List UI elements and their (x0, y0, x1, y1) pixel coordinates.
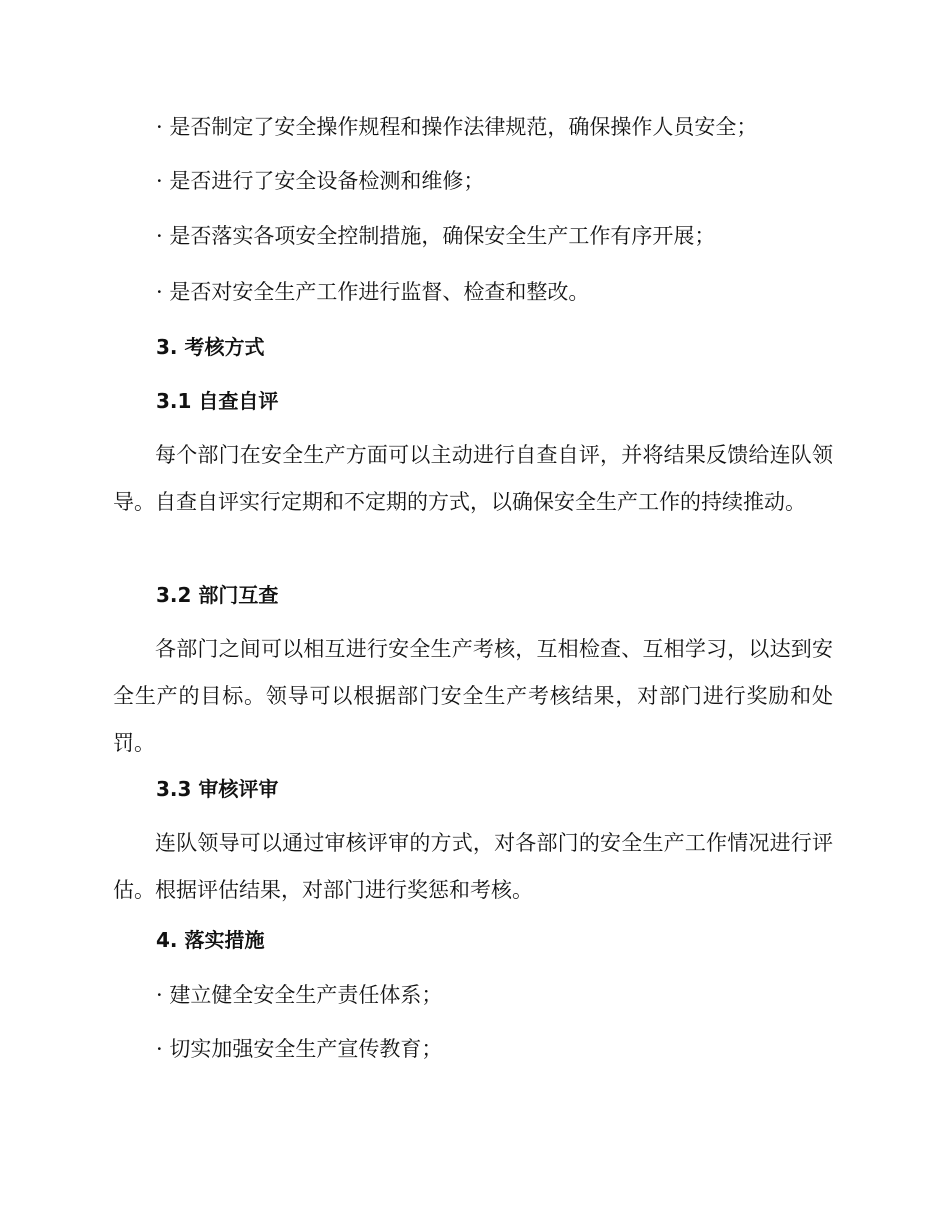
bullet-item: · 是否进行了安全设备检测和维修； (156, 169, 485, 193)
subsection-heading: 3.3 审核评审 (156, 777, 279, 801)
bullet-item: · 建立健全安全生产责任体系； (156, 983, 443, 1007)
bullet-item: · 是否制定了安全操作规程和操作法律规范，确保操作人员安全； (156, 115, 758, 139)
bullet-item: · 是否落实各项安全控制措施，确保安全生产工作有序开展； (156, 224, 716, 248)
subsection-heading: 3.1 自查自评 (156, 389, 279, 413)
paragraph: 每个部门在安全生产方面可以主动进行自查自评，并将结果反馈给连队领导。自查自评实行定期和不定期的方式，以确保安全生产工作的持续推动。 (113, 443, 833, 514)
paragraph: 连队领导可以通过审核评审的方式，对各部门的安全生产工作情况进行评估。根据评估结果，对部门进行奖惩和考核。 (113, 831, 833, 902)
section-heading: 3. 考核方式 (156, 335, 265, 359)
paragraph: 各部门之间可以相互进行安全生产考核，互相检查、互相学习，以达到安全生产的目标。领导可以根据部门安全生产考核结果，对部门进行奖励和处罚。 (113, 637, 833, 755)
subsection-heading: 3.2 部门互查 (156, 583, 279, 607)
bullet-item: · 切实加强安全生产宣传教育； (156, 1037, 443, 1061)
section-heading: 4. 落实措施 (156, 928, 265, 952)
bullet-item: · 是否对安全生产工作进行监督、检查和整改。 (156, 280, 590, 304)
